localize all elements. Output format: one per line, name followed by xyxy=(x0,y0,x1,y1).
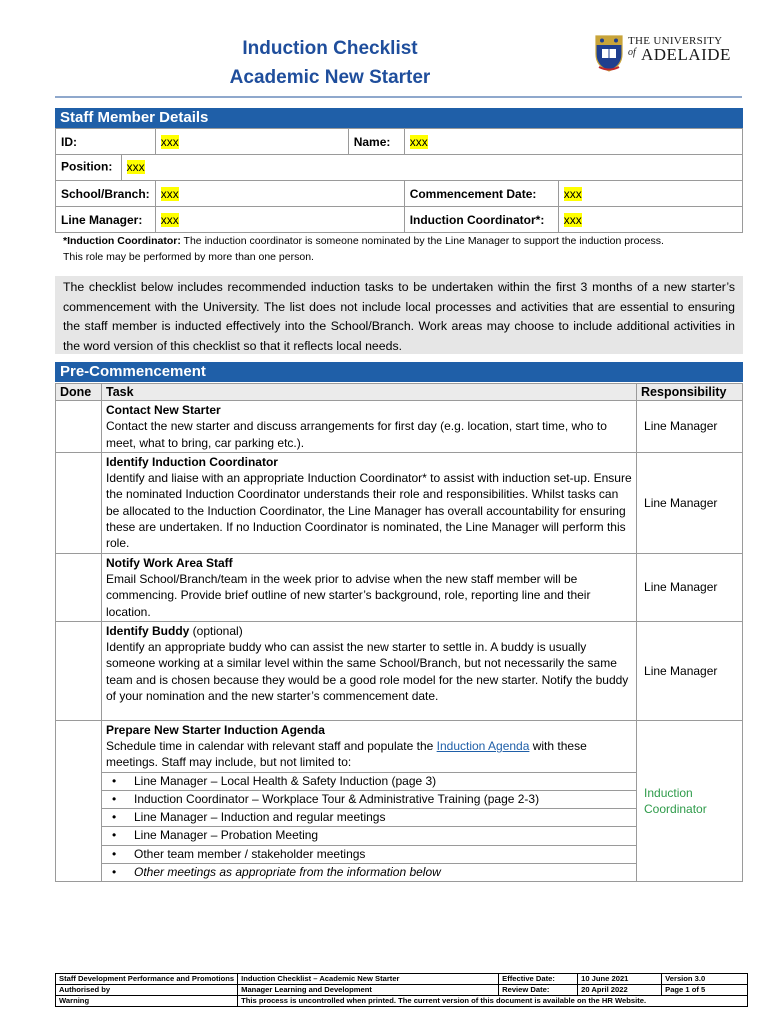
id-field[interactable] xyxy=(155,129,348,155)
done-checkbox[interactable] xyxy=(56,720,102,881)
coordinator-note xyxy=(63,233,753,265)
task-responsibility: Induction Coordinator xyxy=(637,720,743,881)
id-value: xxx xyxy=(160,134,179,149)
footer-authorised-label: Authorised by xyxy=(56,985,238,996)
table-row xyxy=(56,553,743,621)
university-logo xyxy=(594,32,729,76)
school-field[interactable] xyxy=(155,181,404,207)
list-item: • Other team member / stakeholder meetings xyxy=(102,845,636,863)
induction-agenda-link[interactable]: Induction Agenda xyxy=(436,739,530,754)
document-subtitle: Academic New Starter xyxy=(229,67,431,88)
commencement-label: Commencement Date: xyxy=(404,181,558,207)
document-title: Induction Checklist xyxy=(242,38,418,59)
done-column-header: Done xyxy=(56,384,102,401)
commencement-field[interactable] xyxy=(558,181,742,207)
footer-page-number: Page 1 of 5 xyxy=(662,985,748,996)
list-item: • Line Manager – Local Health & Safety Induction (page 3) xyxy=(102,772,636,790)
line-manager-label: Line Manager: xyxy=(56,207,156,233)
table-row xyxy=(56,401,743,453)
table-row xyxy=(56,621,743,720)
task-title-suffix: (optional) xyxy=(189,623,243,638)
coordinator-field[interactable] xyxy=(558,207,742,233)
name-label: Name: xyxy=(348,129,404,155)
header-divider xyxy=(55,96,742,98)
note-line2: This role may be performed by more than one person. xyxy=(63,251,314,263)
table-row xyxy=(56,720,743,881)
school-value: xxx xyxy=(160,186,179,201)
list-item: • Line Manager – Probation Meeting xyxy=(102,826,636,844)
staff-details-heading: Staff Member Details xyxy=(55,108,743,128)
done-checkbox[interactable] xyxy=(56,452,102,553)
coordinator-label: Induction Coordinator*: xyxy=(404,207,558,233)
task-description: Identify an appropriate buddy who can assist the new starter to settle in. A buddy is usually someone working at a similar level within the same School/Branch, but not necessarily the same team and is chosen because they would be a good role model for the new starter. Notify the buddy of your nomination and the new starter’s commencement date. xyxy=(105,640,629,704)
footer-authoriser: Manager Learning and Development xyxy=(238,985,499,996)
task-responsibility: Line Manager xyxy=(637,553,743,621)
pre-commencement-heading: Pre-Commencement xyxy=(55,362,743,382)
school-label: School/Branch: xyxy=(56,181,156,207)
footer-unit: Staff Development Performance and Promotions xyxy=(56,974,238,985)
footer-review-date: 20 April 2022 xyxy=(578,985,662,996)
note-text: The induction coordinator is someone nominated by the Line Manager to support the induction process. xyxy=(180,235,664,247)
line-manager-value: xxx xyxy=(160,212,179,227)
task-description: Email School/Branch/team in the week prior to advise when the new staff member will be commencing. Provide brief outline of new starter’s background, role, reporting line and their location. xyxy=(105,571,591,619)
footer-effective-label: Effective Date: xyxy=(499,974,578,985)
crest-icon xyxy=(594,34,624,72)
intro-paragraph: The checklist below includes recommended induction tasks to be undertaken within the first 3 months of a new starter’s commencement with the University. The list does not include local processes and activities that are essential to ensuring the staff member is inducted effectively into the School/Branch. Work areas may choose to include additional activities in the word version of this checklist so that it reflects local needs. xyxy=(55,276,743,354)
coordinator-value: xxx xyxy=(563,212,582,227)
commencement-value: xxx xyxy=(563,186,582,201)
note-bold: *Induction Coordinator: xyxy=(63,235,181,247)
name-value: xxx xyxy=(409,134,428,149)
footer-warning-text: This process is uncontrolled when printed. The current version of this document is available on the HR Website. xyxy=(238,996,748,1007)
footer-effective-date: 10 June 2021 xyxy=(578,974,662,985)
footer-version: Version 3.0 xyxy=(662,974,748,985)
task-title: Identify Buddy xyxy=(105,623,190,638)
list-item: • Induction Coordinator – Workplace Tour & Administrative Training (page 2-3) xyxy=(102,790,636,808)
position-row xyxy=(56,155,743,181)
table-row xyxy=(56,452,743,553)
task-title: Notify Work Area Staff xyxy=(105,555,233,570)
logo-university-text: THE UNIVERSITY xyxy=(628,35,723,47)
task-title: Identify Induction Coordinator xyxy=(105,454,278,469)
responsibility-column-header: Responsibility xyxy=(637,384,743,401)
task-title: Contact New Starter xyxy=(105,403,221,417)
id-label: ID: xyxy=(56,129,156,155)
list-item: • Other meetings as appropriate from the information below xyxy=(102,863,636,881)
logo-of-text: of xyxy=(628,47,636,58)
done-checkbox[interactable] xyxy=(56,553,102,621)
task-responsibility: Line Manager xyxy=(637,621,743,720)
name-field[interactable] xyxy=(404,129,742,155)
position-value[interactable]: xxx xyxy=(126,159,145,174)
done-checkbox[interactable] xyxy=(56,621,102,720)
done-checkbox[interactable] xyxy=(56,401,102,453)
footer-document-name: Induction Checklist – Academic New Starter xyxy=(238,974,499,985)
task-responsibility: Line Manager xyxy=(637,401,743,453)
logo-adelaide-text: ADELAIDE xyxy=(641,45,731,64)
task-description: Contact the new starter and discuss arrangements for first day (e.g. location, start time, who to meet, what to bring, car parking etc.). xyxy=(105,419,607,450)
document-footer xyxy=(55,973,748,1007)
task-responsibility: Line Manager xyxy=(637,452,743,553)
line-manager-field[interactable] xyxy=(155,207,404,233)
staff-details-table xyxy=(55,128,743,233)
task-title: Prepare New Starter Induction Agenda xyxy=(105,722,325,737)
task-description: Identify and liaise with an appropriate Induction Coordinator* to assist with induction set-up. Ensure the nominated Induction Coordinator understands their role and responsibilities. Whilst tasks can be allocated to the Induction Coordinator, the Line Manager has overall accountability for ensuring these are undertaken. If no Induction Coordinator is nominated, the Line Manager will perform this role. xyxy=(105,471,632,551)
footer-review-label: Review Date: xyxy=(499,985,578,996)
list-item: • Line Manager – Induction and regular meetings xyxy=(102,808,636,826)
task-column-header: Task xyxy=(101,384,636,401)
task-table xyxy=(55,383,743,882)
position-label: Position: xyxy=(61,159,113,174)
task-description-start: Schedule time in calendar with relevant staff and populate the xyxy=(105,739,437,754)
footer-warning-label: Warning xyxy=(56,996,238,1007)
task-description-end: with these meetings. Staff may include, but not limited to: xyxy=(105,739,587,770)
